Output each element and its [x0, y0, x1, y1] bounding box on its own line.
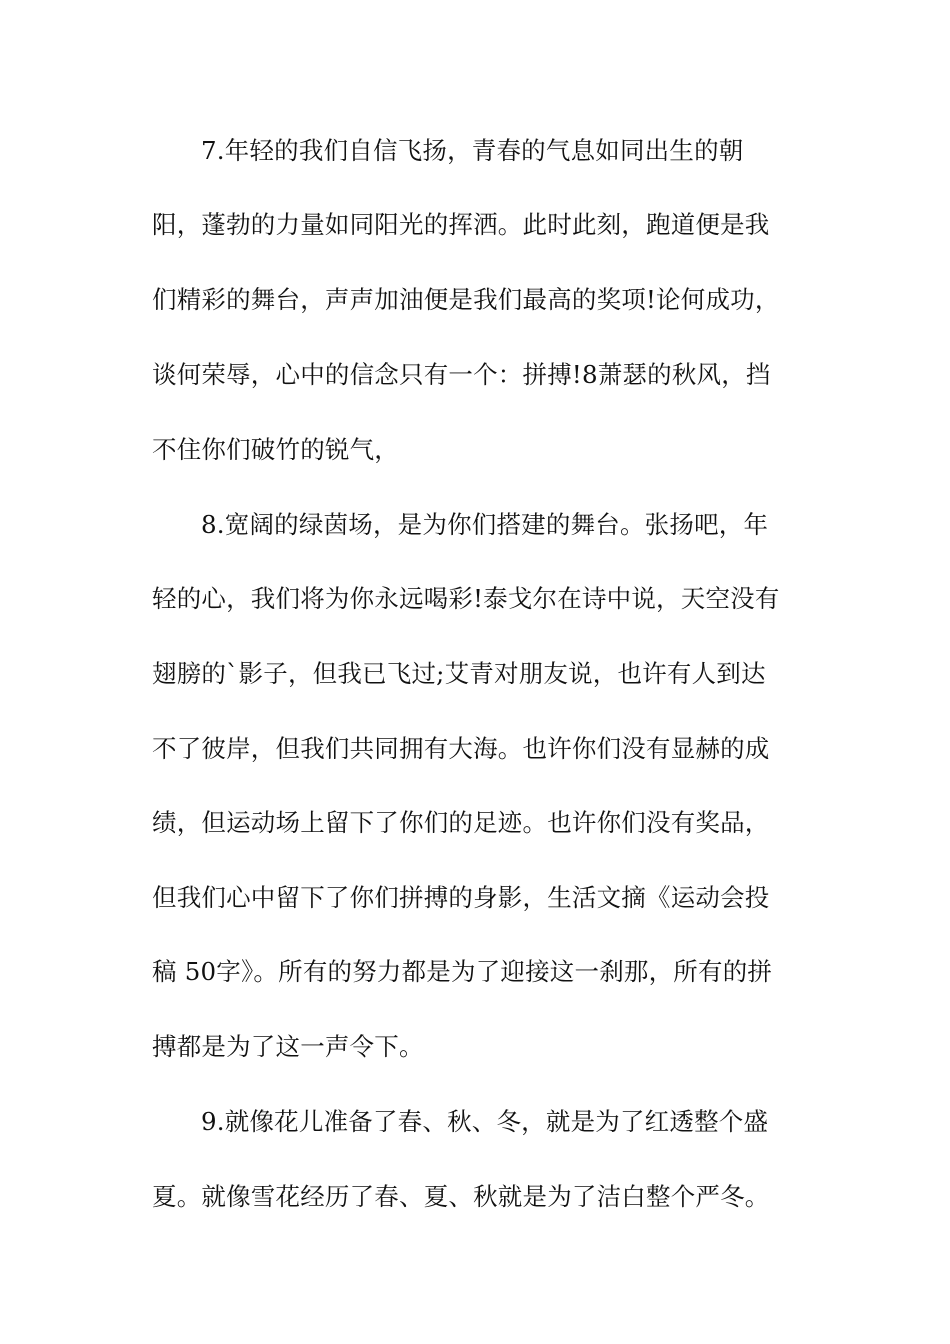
text-line: 谈何荣辱，心中的信念只有一个：拼搏!8萧瑟的秋风，挡	[152, 360, 771, 389]
text-line: 稿 50字》。所有的努力都是为了迎接这一刹那，所有的拼	[152, 957, 773, 986]
text-line: 翅膀的`影子，但我已飞过;艾青对朋友说，也许有人到达	[152, 659, 766, 688]
text-line: 9.就像花儿准备了春、秋、冬，就是为了红透整个盛	[201, 1107, 769, 1136]
text-line: 阳，蓬勃的力量如同阳光的挥洒。此时此刻，跑道便是我	[152, 210, 770, 239]
text-line: 绩，但运动场上留下了你们的足迹。也许你们没有奖品，	[152, 808, 770, 837]
text-line: 不住你们破竹的锐气，	[152, 435, 399, 464]
text-line: 轻的心，我们将为你永远喝彩!泰戈尔在诗中说，天空没有	[152, 584, 780, 613]
text-line: 8.宽阔的绿茵场，是为你们搭建的舞台。张扬吧，年	[201, 510, 769, 539]
text-line: 但我们心中留下了你们拼搏的身影，生活文摘《运动会投	[152, 883, 770, 912]
text-line: 不了彼岸，但我们共同拥有大海。也许你们没有显赫的成	[152, 734, 770, 763]
text-line: 夏。就像雪花经历了春、夏、秋就是为了洁白整个严冬。	[152, 1182, 770, 1211]
text-line: 搏都是为了这一声令下。	[152, 1032, 424, 1061]
text-line: 们精彩的舞台，声声加油便是我们最高的奖项!论何成功，	[152, 285, 780, 314]
text-line: 7.年轻的我们自信飞扬，青春的气息如同出生的朝	[201, 136, 744, 165]
